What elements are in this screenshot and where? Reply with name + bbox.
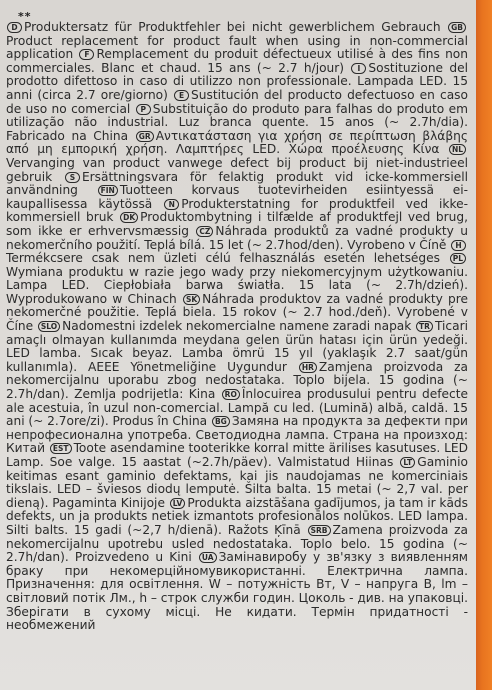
language-text: Wymiana produktu w razie jego wady przy niekomercyjnym użytkowaniu. Lampa LED. Ciepłobiała barwa światła. 15 lata (~ 2.7h/dzień). Wyprodukowano w Chinach [6,264,468,306]
language-code-badge: LT [400,457,415,468]
language-text: Produkterstatning for produktfeil ved ikke-kommersiell bruk [6,196,468,225]
language-text: Nadomestni izdelek nekomercialne namene zaradi napak [62,319,412,334]
language-code-badge: H [451,240,466,251]
language-text: Náhrada produktov za vadné produkty pre nekomerčné použitie. Teplá biela. 15 rokov (~ 2.7 hod./deň). Vyrobené v Číne [6,291,468,334]
language-code-badge: PL [450,253,466,264]
language-code-badge: SRB [308,525,331,536]
language-text: Zamjena proizvoda za nekomercijalnu uporabu zbog nedostataka. Toplo bijela. 15 godina (~ 2.7h/dan). Zemlja podrijetla: Kina [6,359,468,402]
language-text: Ersättningsvara för felaktig produkt vid icke-kommersiell användning [6,169,468,198]
language-code-badge: NL [449,144,466,155]
language-text: Product replacement for product fault when using in non-commercial application [6,33,468,62]
top-mark: ** [18,10,32,23]
language-text: Toote asendamine tooterikke korral mitte ärilises kasutuses. LED Lamp. Soe valge. 15 aastat (~2.7h/päev). Valmistatud Hiinas [6,441,468,469]
language-code-badge: N [164,199,179,210]
language-text: Remplacement du produit défectueux utilisé à des fins non commerciales. Blanc et chaud. 15 ans (~ 2.7 h/jour) [6,47,468,75]
language-code-badge: DK [120,212,138,223]
language-text: Gaminio keitimas esant gaminio defektams, kai jis naudojamas ne komerciniais tikslais. LED – šviesos diodų lemputė. Šilta balta. 15 metai (~ 2,7 val. per dieną). Pagaminta Kinijoje [6,455,468,510]
language-code-badge: CZ [196,226,213,237]
language-code-badge: UA [199,552,217,563]
language-code-badge: D [7,22,22,33]
language-code-badge: S [65,172,80,183]
language-code-badge: GB [448,22,466,33]
orange-package-edge [476,0,492,690]
language-text: Ticari amaçlı olmayan kullanımda meydana gelen ürün hatası için ürün yedeği. LED lamba. Sıcak beyaz. Lamba ömrü 15 yıl (yaklaşık 2.7 saat/gün kullanımla). AEEE Yönetmeliğine Uygundur [6,319,468,374]
language-text: Produktombytning i tilfælde af produktfejl ved brug, som ikke er erhvervsmæssig [6,210,468,238]
language-text: Náhrada produktů za vadné produkty u nekomerčního použití. Teplá bílá. 15 let (~ 2.7hod/den). Vyrobeno v Číně [6,223,469,252]
language-code-badge: I [351,63,366,74]
language-code-badge: F [79,49,94,60]
language-text: Produktersatz für Produktfehler bei nicht gewerblichem Gebrauch [24,20,441,34]
language-text: Termékcsere csak nem üzleti célú felhasználás esetén lehetséges [6,251,441,266]
language-text: Sustitución del producto defectuoso en caso de uso no comercial [6,87,468,116]
language-code-badge: SK [183,294,200,305]
language-text: Замяна на продукта за дефекти при непрофесионална употреба. Светодиодна лампа. Страна на произход: Китай [6,414,468,456]
language-code-badge: BG [212,416,230,427]
language-code-badge: TR [416,321,433,332]
language-code-badge: HR [299,362,317,373]
language-text: Sostituzione del prodotto difettoso in caso di utilizzo non professionale. Lampada LED. 15 anni (circa 2.7 ore/giorno) [6,60,468,102]
language-text: Замінавиробу у зв'язку з виявленням браку при некомерційномувикористанні. Електрична лампа. Призначення: для освітлення. W – потужність Вт, V – напруга В, lm – світловий потік Лм., h – строк служби годин. Цоколь - див. на упаковці. Зберігати в сухому місці. Не кидати. Термін придатності - необмежений [6,550,468,633]
language-text: Înlocuirea produsului pentru defecte ale acestuia, în uzul non-comercial. Lampă cu led. (Lumină) albă, caldă. 15 ani (~ 2.7ore/zi). Produs în China [6,387,468,429]
language-code-badge: LV [170,498,186,509]
language-code-badge: P [136,104,151,115]
language-text: Zamena proizvoda za nekomercijalnu upotrebu usled nedostataka. Toplo belo. 15 godina (~ 2.7h/dan). Proizvedeno u Kini [6,522,468,565]
language-text: Substituição do produto para falhas do produto em utilização não industrial. Luz branca quente. 15 anos (~ 2.7h/dia). Fabricado na China [6,101,468,143]
language-code-badge: RO [222,389,240,400]
language-text: Produkta aizstāšana gadījumos, ja tam ir kāds defekts, un ja produkts netiek izmantots profesionālos nolūkos. LED lampa. Silti balts. 15 gadi (~2,7 h/dienā). Ražots Ķīnā [6,495,468,537]
language-text: Αντικατάσταση για χρήση σε περίπτωση βλάβης από μη εμπορική χρήση. Λαμπτήρες LED. Χώρα προέλευσης Κίνα [6,128,468,157]
language-text: Tuotteen korvaus tuotevirheiden esiintyessä ei-kaupallisessa käytössä [6,183,468,211]
language-code-badge: FIN [98,185,118,196]
language-code-badge: EST [50,443,72,454]
language-code-badge: SLO [38,321,60,332]
multilingual-text-block [6,21,468,633]
language-code-badge: E [174,90,189,101]
language-code-badge: GR [136,131,154,142]
language-text: Vervanging van product vanwege defect bij product bij niet-industrieel gebruik [6,155,468,184]
